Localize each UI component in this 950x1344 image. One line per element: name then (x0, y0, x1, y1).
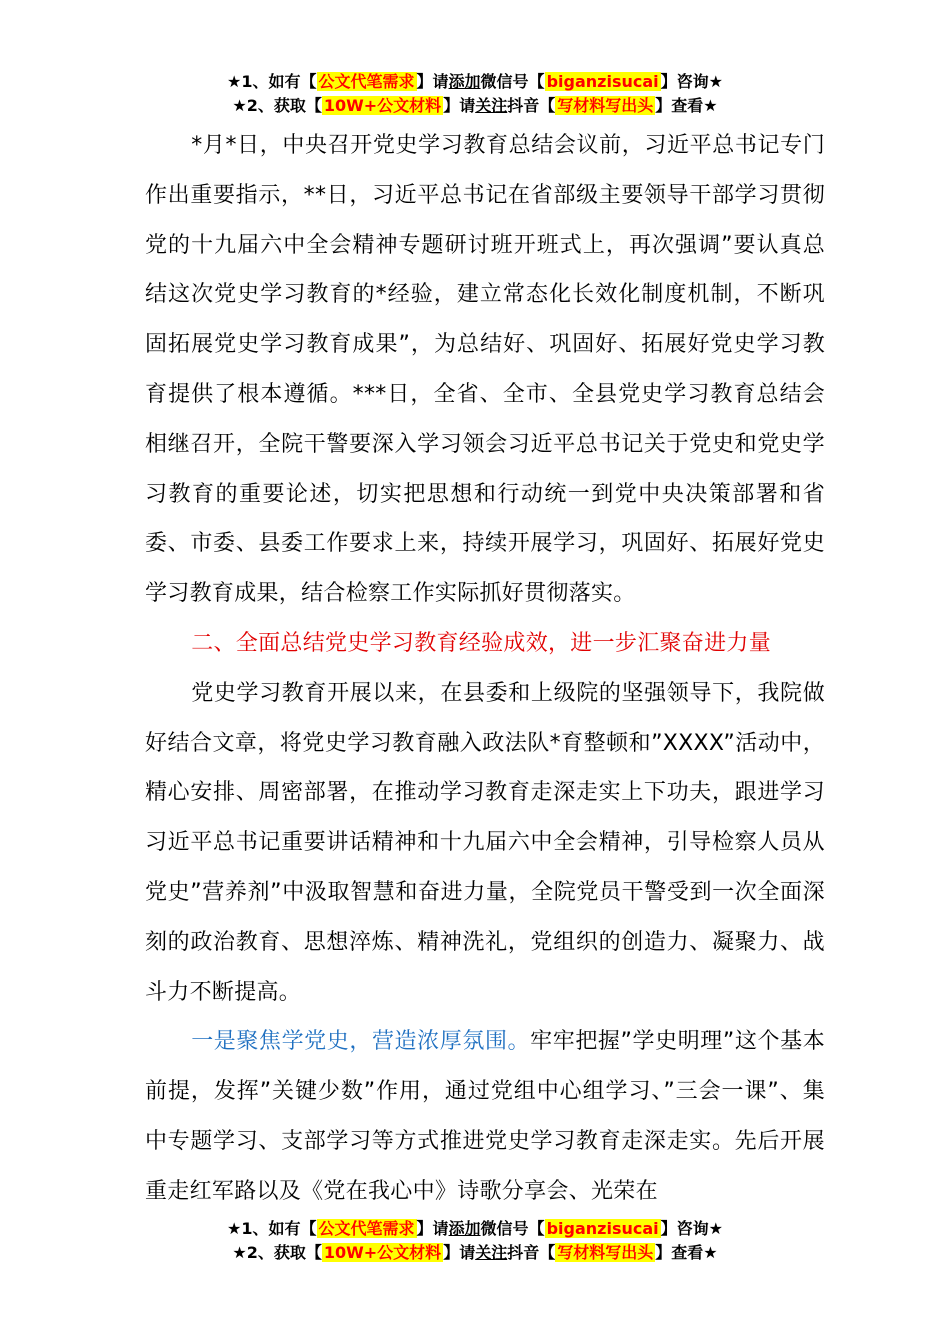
banner-top (0, 70, 950, 118)
banner-text: 抖音【 (507, 96, 556, 115)
banner-highlight: 10W+公文材料 (323, 96, 442, 115)
banner-underline: 添加 (448, 1219, 481, 1238)
banner-highlight: 公文代笔需求 (318, 1219, 415, 1238)
banner-underline: 添加 (448, 72, 481, 91)
banner-text: 】咨询★ (660, 72, 723, 91)
banner-text: 微信号【 (480, 1219, 545, 1238)
banner-text: 】请 (443, 96, 476, 115)
banner-text: ★1、如有【 (227, 1219, 317, 1238)
banner-text: 】请 (416, 72, 449, 91)
paragraph-1: *月*日，中央召开党史学习教育总结会议前，习近平总书记专门作出重要指示，**日，习近平总书记在省部级主要领导干部学习贯彻党的十九届六中全会精神专题研讨班开班式上，再次强调”要认真总结这次党史学习教育的*经验，建立常态化长效化制度机制，不断巩固拓展党史学习教育成果”，为总结好、巩固好、拓展好党史学习教育提供了根本遵循。***日，全省、全市、全县党史学习教育总结会相继召开，全院干警要深入学习领会习近平总书记关于党史和党史学习教育的重要论述，切实把思想和行动统一到党中央决策部署和省委、市委、县委工作要求上来，持续开展学习，巩固好、拓展好党史学习教育成果，结合检察工作实际抓好贯彻落实。 (145, 133, 825, 607)
banner-text: 】查看★ (655, 1243, 718, 1262)
banner-bottom (0, 1217, 950, 1265)
banner-text: 】咨询★ (660, 1219, 723, 1238)
banner-text: 微信号【 (480, 72, 545, 91)
banner-highlight: 公文代笔需求 (318, 72, 415, 91)
paragraph-3-text: 牢牢把握”学史明理”这个基本前提，发挥”关键少数”作用，通过党组中心组学习、”三会一课”、集中专题学习、支部学习等方式推进党史学习教育走深走实。先后开展重走红军路以及《党在我心中》诗歌分享会、光荣在 (145, 1029, 825, 1204)
section-heading-2: 二、全面总结党史学习教育经验成效，进一步汇聚奋进力量 (191, 630, 771, 656)
banner-line-2 (0, 1241, 950, 1265)
banner-line-1 (0, 1217, 950, 1241)
banner-text: 】请 (443, 1243, 476, 1262)
paragraph-3-lead: 一是聚焦学党史，营造浓厚氛围。 (191, 1029, 531, 1055)
paragraph-3 (145, 1017, 825, 1216)
banner-line-2 (0, 94, 950, 118)
banner-wechat-id: biganzisucai (546, 1219, 659, 1238)
banner-highlight: 10W+公文材料 (323, 1243, 442, 1262)
paragraph-2: 党史学习教育开展以来，在县委和上级院的坚强领导下，我院做好结合文章，将党史学习教育融入政法队*育整顿和”XXXX”活动中，精心安排、周密部署，在推动学习教育走深走实上下功夫，跟进学习习近平总书记重要讲话精神和十九届六中全会精神，引导检察人员从党史”营养剂”中汲取智慧和奋进力量，全院党员干警受到一次全面深刻的政治教育、思想淬炼、精神洗礼，党组织的创造力、凝聚力、战斗力不断提高。 (145, 680, 825, 1005)
banner-text: ★1、如有【 (227, 72, 317, 91)
banner-douyin-id: 写材料写出头 (557, 1243, 654, 1262)
banner-text: 抖音【 (507, 1243, 556, 1262)
banner-text: 】查看★ (655, 96, 718, 115)
banner-underline: 关注 (475, 1243, 508, 1262)
banner-text: 】请 (416, 1219, 449, 1238)
banner-underline: 关注 (475, 96, 508, 115)
banner-wechat-id: biganzisucai (546, 72, 659, 91)
banner-line-1 (0, 70, 950, 94)
banner-text: ★2、获取【 (232, 1243, 322, 1262)
document-body (145, 121, 825, 1217)
banner-douyin-id: 写材料写出头 (557, 96, 654, 115)
banner-text: ★2、获取【 (232, 96, 322, 115)
